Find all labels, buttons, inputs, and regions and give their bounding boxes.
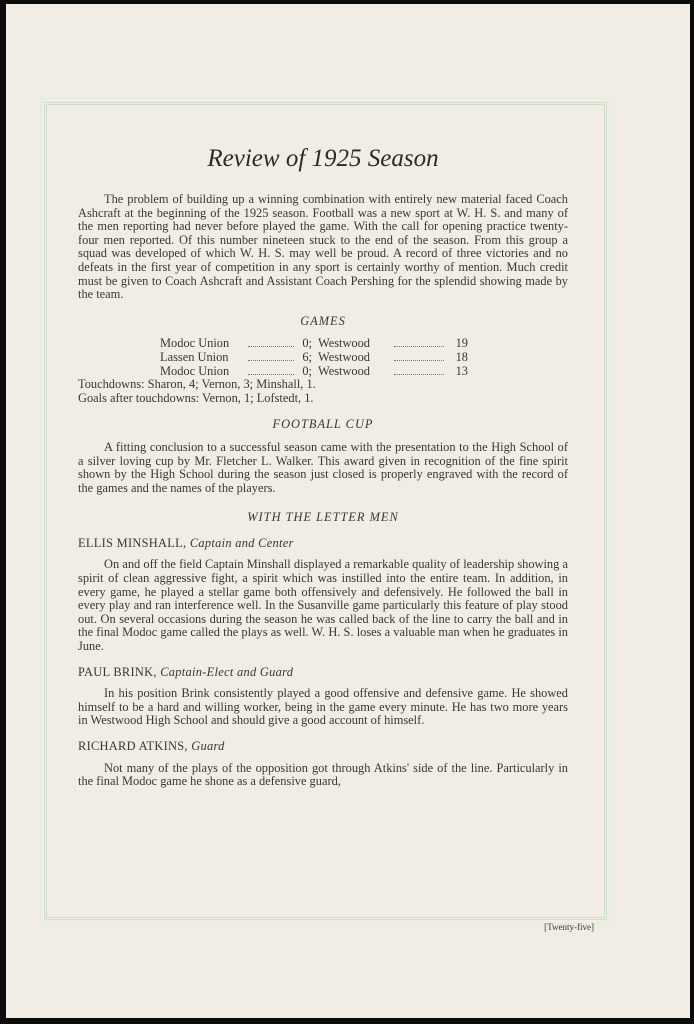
- game-opponent-score: 18: [455, 349, 468, 364]
- game-opponent: Westwood: [318, 349, 370, 364]
- player-heading: [78, 740, 568, 754]
- dot-leader: [248, 374, 294, 375]
- game-opponent: Westwood: [318, 363, 370, 378]
- game-team: Modoc Union: [160, 336, 230, 351]
- game-opponent: Westwood: [318, 336, 370, 351]
- letter-men-heading: WITH THE LETTER MEN: [247, 510, 399, 525]
- game-team: Modoc Union: [160, 363, 230, 378]
- football-cup-paragraph: A fitting conclusion to a successful season came with the presentation to the High School of a silver loving cup by Mr. Fletcher L. Walker. This award given in recognition of the fine spirit shown by the High School during the season just closed is properly engraved with the record of the games and the names of the players.: [78, 439, 568, 495]
- games-heading: GAMES: [300, 313, 346, 328]
- player-position: Guard: [191, 739, 225, 753]
- intro-paragraph: The problem of building up a winning combination with entirely new material faced Coach Ashcraft at the beginning of the 1925 season. Football was a new sport at W. H. S. and many of the men reporting had never before played the game. With the call for opening practice twenty-four men reported. Of this number nineteen stuck to the end of the season. From this group a squad was developed of which W. H. S. may well be proud. A record of three victories and no defeats in the first year of competition in any sport is certainly worthy of mention. Much credit must be given to Coach Ashcraft and Assistant Coach Pershing for the splendid showing made by the team.: [78, 192, 568, 302]
- page: [6, 4, 690, 1018]
- dot-leader: [394, 360, 444, 361]
- goals-line: Goals after touchdowns: Vernon, 1; Lofstedt, 1.: [78, 390, 314, 405]
- player-name: PAUL BRINK,: [78, 664, 157, 679]
- dot-leader: [248, 360, 294, 361]
- games-table: [160, 337, 500, 378]
- football-cup-heading: FOOTBALL CUP: [272, 417, 374, 432]
- game-row: [160, 337, 500, 351]
- article: [78, 144, 568, 789]
- player-position: Captain and Center: [189, 535, 294, 550]
- dot-leader: [248, 346, 294, 347]
- game-row: [160, 351, 500, 365]
- game-team: Lassen Union: [160, 349, 229, 364]
- game-score: 0;: [302, 363, 312, 378]
- player-name: RICHARD ATKINS,: [78, 739, 188, 753]
- player-heading: [78, 666, 568, 680]
- player-name: ELLIS MINSHALL,: [78, 535, 187, 550]
- dot-leader: [394, 346, 444, 347]
- player-heading: [78, 537, 568, 551]
- game-opponent-score: 13: [455, 363, 468, 378]
- game-opponent-score: 19: [455, 336, 468, 351]
- game-row: [160, 365, 500, 379]
- dot-leader: [394, 374, 444, 375]
- player-position: Captain-Elect and Guard: [160, 664, 294, 679]
- touchdowns-line: Touchdowns: Sharon, 4; Vernon, 3; Minshall, 1.: [78, 377, 316, 392]
- player-paragraph: In his position Brink consistently played a good offensive and defensive game. He showed himself to be a hard and willing worker, being in the game every minute. He has two more years in Westwood High School and should give a good account of himself.: [78, 686, 568, 728]
- page-number: [Twenty-five]: [544, 922, 594, 932]
- game-score: 6;: [302, 349, 312, 364]
- game-score: 0;: [302, 336, 312, 351]
- player-paragraph: Not many of the plays of the opposition got through Atkins' side of the line. Particularly in the final Modoc game he shone as a defensive guard,: [78, 760, 568, 789]
- player-paragraph: On and off the field Captain Minshall displayed a remarkable quality of leadership showing a spirit of clean aggressive fight, a spirit which was instilled into the entire team. In addition, in every game, he played a stellar game both offensively and defensively. He followed the ball in every play and ran interference well. In the Susanville game particularly this feature of play stood out. On several occasions during the season he was called back of the line to carry the ball and in the final Modoc game called the plays as well. W. H. S. loses a valuable man when he graduates in June.: [78, 557, 568, 654]
- page-title: Review of 1925 Season: [207, 145, 439, 172]
